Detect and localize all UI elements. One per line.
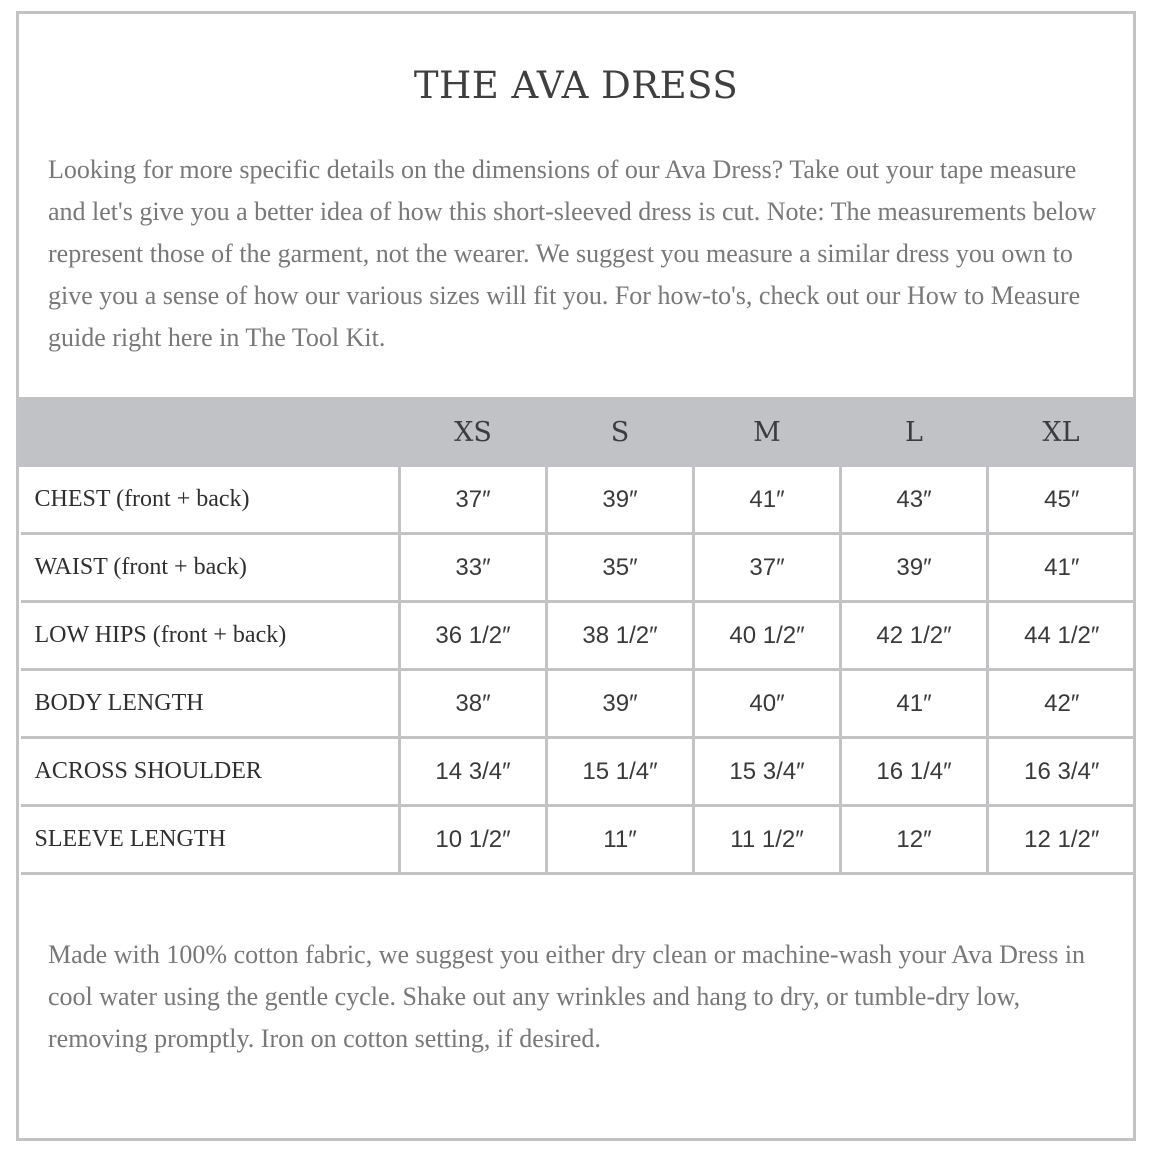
table-row-chest <box>21 466 1135 534</box>
table-cell: 33″ <box>400 534 547 602</box>
row-label-body-length: BODY LENGTH <box>21 670 400 738</box>
table-cell: 41″ <box>841 670 988 738</box>
size-header-xl: XL <box>988 399 1135 466</box>
table-row-body-length <box>21 670 1135 738</box>
size-header-xs: XS <box>400 399 547 466</box>
table-cell: 42 1/2″ <box>841 602 988 670</box>
table-cell: 16 1/4″ <box>841 738 988 806</box>
table-row-sleeve-length <box>21 806 1135 874</box>
table-row-low-hips <box>21 602 1135 670</box>
size-header-m: M <box>694 399 841 466</box>
table-cell: 11″ <box>547 806 694 874</box>
table-cell: 16 3/4″ <box>988 738 1135 806</box>
table-cell: 36 1/2″ <box>400 602 547 670</box>
care-instructions: Made with 100% cotton fabric, we suggest you either dry clean or machine-wash your Ava Dress in cool water using the gentle cycle. Shake out any wrinkles and hang to dry, or tumble-dry low, removing promptly. Iron on cotton setting, if desired. <box>48 940 1086 1053</box>
table-cell: 38″ <box>400 670 547 738</box>
size-header-l: L <box>841 399 988 466</box>
table-cell: 11 1/2″ <box>694 806 841 874</box>
table-cell: 45″ <box>988 466 1135 534</box>
table-row-across-shoulder <box>21 738 1135 806</box>
row-label-sleeve-length: SLEEVE LENGTH <box>21 806 400 874</box>
table-cell: 42″ <box>988 670 1135 738</box>
table-cell: 15 1/4″ <box>547 738 694 806</box>
table-cell: 39″ <box>547 466 694 534</box>
row-label-chest: CHEST (front + back) <box>21 466 400 534</box>
table-cell: 39″ <box>547 670 694 738</box>
row-label-across-shoulder: ACROSS SHOULDER <box>21 738 400 806</box>
size-guide-card <box>16 11 1136 1141</box>
size-chart-table <box>19 397 1136 875</box>
size-header-row <box>21 399 1135 466</box>
table-cell: 15 3/4″ <box>694 738 841 806</box>
table-cell: 39″ <box>841 534 988 602</box>
table-cell: 14 3/4″ <box>400 738 547 806</box>
table-cell: 40 1/2″ <box>694 602 841 670</box>
size-header-s: S <box>547 399 694 466</box>
table-cell: 12″ <box>841 806 988 874</box>
page-title: THE AVA DRESS <box>413 64 739 107</box>
table-cell: 44 1/2″ <box>988 602 1135 670</box>
row-label-low-hips: LOW HIPS (front + back) <box>21 602 400 670</box>
table-cell: 43″ <box>841 466 988 534</box>
header-blank-cell <box>21 399 400 466</box>
intro-paragraph: Looking for more specific details on the dimensions of our Ava Dress? Take out your tape measure and let's give you a better idea of how this short-sleeved dress is cut. Note: The measurements below represent those of the garment, not the wearer. We suggest you measure a similar dress you own to give you a sense of how our various sizes will fit you. For how-to's, check out our How to Measure guide right here in The Tool Kit. <box>48 155 1097 352</box>
table-row-waist <box>21 534 1135 602</box>
table-cell: 12 1/2″ <box>988 806 1135 874</box>
row-label-waist: WAIST (front + back) <box>21 534 400 602</box>
table-cell: 41″ <box>988 534 1135 602</box>
table-cell: 10 1/2″ <box>400 806 547 874</box>
table-cell: 37″ <box>400 466 547 534</box>
table-cell: 35″ <box>547 534 694 602</box>
table-cell: 37″ <box>694 534 841 602</box>
table-cell: 38 1/2″ <box>547 602 694 670</box>
table-cell: 40″ <box>694 670 841 738</box>
table-cell: 41″ <box>694 466 841 534</box>
